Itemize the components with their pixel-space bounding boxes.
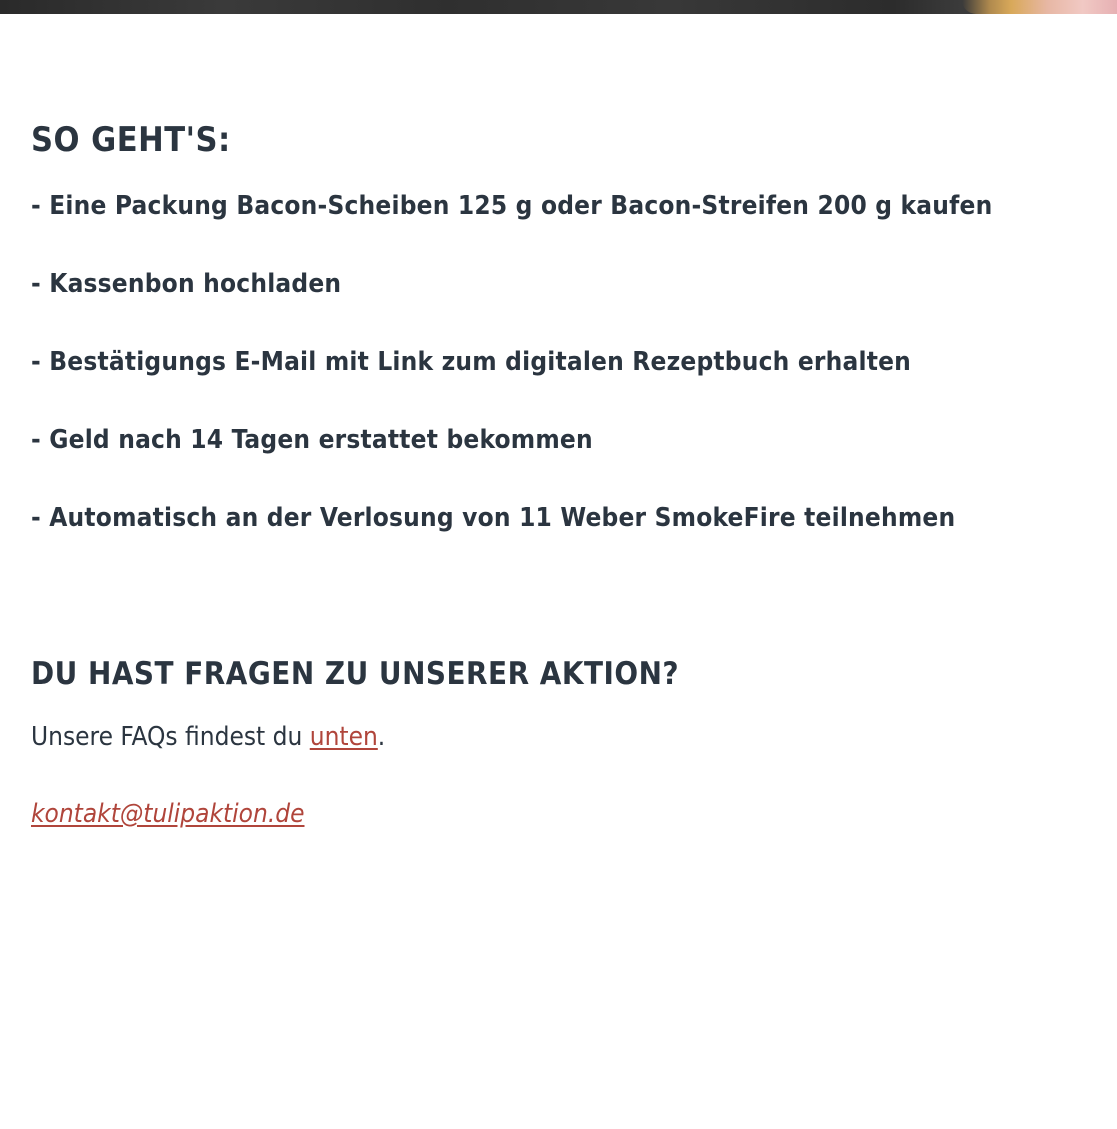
step-item: - Bestätigungs E-Mail mit Link zum digitalen Rezeptbuch erhalten <box>31 347 912 377</box>
faq-prefix: Unsere FAQs findest du <box>31 722 310 752</box>
food-image <box>962 0 1117 14</box>
how-it-works-title: SO GEHT'S: <box>31 120 231 160</box>
faq-suffix: . <box>377 722 386 752</box>
faq-link[interactable]: unten <box>309 722 378 752</box>
step-item: - Eine Packung Bacon-Scheiben 125 g oder Bacon-Streifen 200 g kaufen <box>31 191 993 221</box>
hero-image-strip <box>0 0 1117 14</box>
faq-paragraph <box>31 722 385 752</box>
step-item: - Kassenbon hochladen <box>31 269 342 299</box>
questions-title: DU HAST FRAGEN ZU UNSERER AKTION? <box>31 656 680 692</box>
contact-email-link[interactable]: kontakt@tulipaktion.de <box>31 799 305 829</box>
step-item: - Geld nach 14 Tagen erstattet bekommen <box>31 425 593 455</box>
step-item: - Automatisch an der Verlosung von 11 Weber SmokeFire teilnehmen <box>31 503 956 533</box>
